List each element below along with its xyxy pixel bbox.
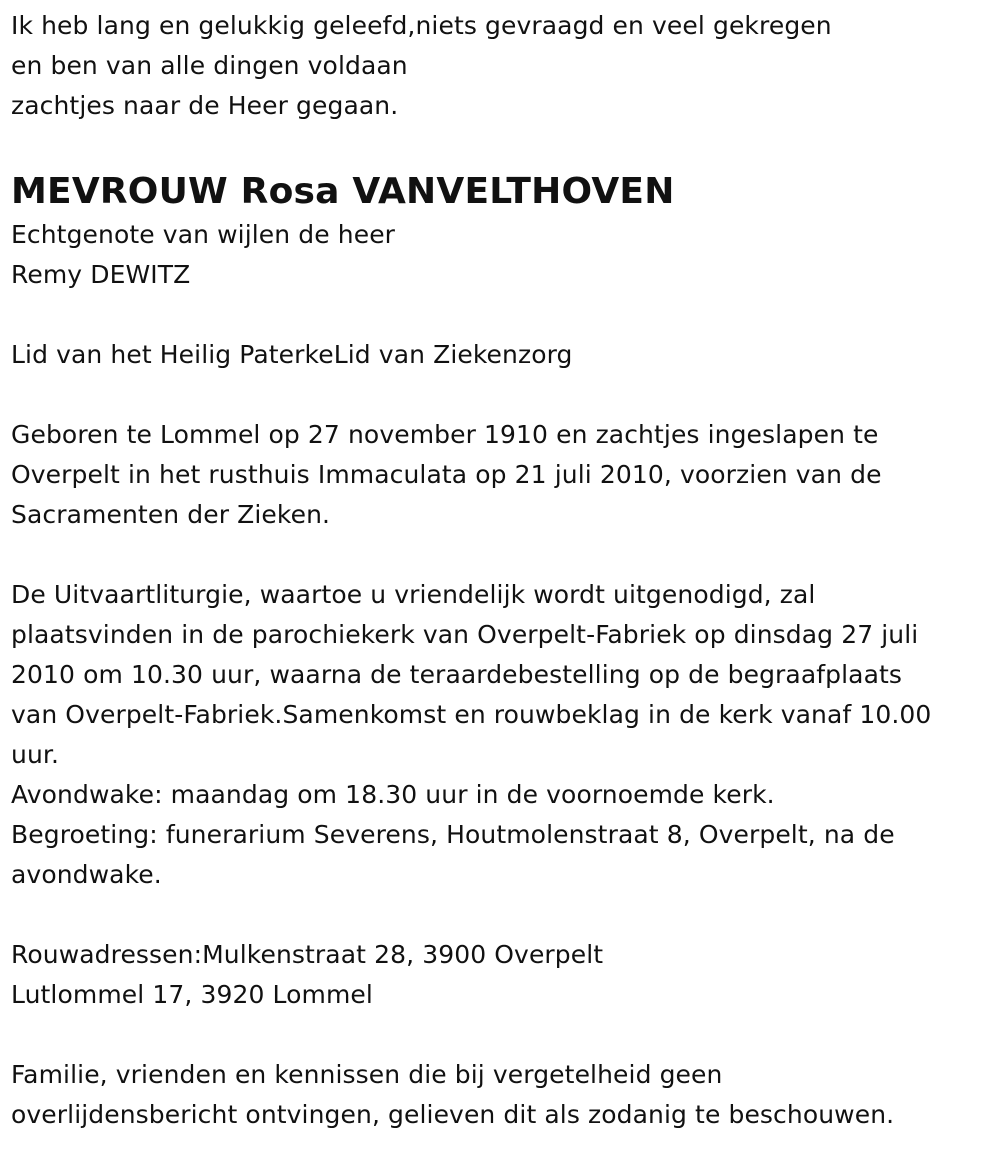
spouse-block — [11, 215, 990, 295]
funeral-line: uur. — [11, 740, 60, 769]
funeral-line: avondwake. — [11, 860, 162, 889]
birth-death-block — [11, 415, 990, 535]
addresses-block — [11, 935, 990, 1015]
poem-line: en ben van alle dingen voldaan — [11, 51, 408, 80]
birth-death-line: Sacramenten der Zieken. — [11, 500, 331, 529]
funeral-line: Avondwake: maandag om 18.30 uur in de voornoemde kerk. — [11, 780, 775, 809]
funeral-line: van Overpelt-Fabriek.Samenkomst en rouwbeklag in de kerk vanaf 10.00 — [11, 700, 932, 729]
birth-death-line: Overpelt in het rusthuis Immaculata op 21 juli 2010, voorzien van de — [11, 460, 882, 489]
address-line: Lutlommel 17, 3920 Lommel — [11, 980, 373, 1009]
spouse-line: Echtgenote van wijlen de heer — [11, 220, 396, 249]
funeral-line: plaatsvinden in de parochiekerk van Overpelt-Fabriek op dinsdag 27 juli — [11, 620, 919, 649]
closing-line: Familie, vrienden en kennissen die bij vergetelheid geen — [11, 1060, 723, 1089]
address-line: Rouwadressen:Mulkenstraat 28, 3900 Overpelt — [11, 940, 604, 969]
funeral-line: 2010 om 10.30 uur, waarna de teraardebestelling op de begraafplaats — [11, 660, 903, 689]
spacer — [11, 375, 990, 415]
funeral-line: Begroeting: funerarium Severens, Houtmolenstraat 8, Overpelt, na de — [11, 820, 895, 849]
spacer — [11, 1015, 990, 1055]
poem-line: Ik heb lang en gelukkig geleefd,niets gevraagd en veel gekregen — [11, 11, 832, 40]
membership-line: Lid van het Heilig PaterkeLid van Ziekenzorg — [11, 340, 573, 369]
funeral-line: De Uitvaartliturgie, waartoe u vriendelijk wordt uitgenodigd, zal — [11, 580, 816, 609]
spacer — [11, 535, 990, 575]
closing-block — [11, 1055, 990, 1135]
closing-line: overlijdensbericht ontvingen, gelieven dit als zodanig te beschouwen. — [11, 1100, 895, 1129]
deceased-name: MEVROUW Rosa VANVELTHOVEN — [11, 171, 675, 212]
membership-block — [11, 335, 990, 375]
spouse-line: Remy DEWITZ — [11, 260, 191, 289]
spacer — [11, 895, 990, 935]
opening-poem — [11, 6, 990, 126]
spacer — [11, 295, 990, 335]
funeral-block — [11, 575, 990, 895]
poem-line: zachtjes naar de Heer gegaan. — [11, 91, 399, 120]
birth-death-line: Geboren te Lommel op 27 november 1910 en zachtjes ingeslapen te — [11, 420, 879, 449]
